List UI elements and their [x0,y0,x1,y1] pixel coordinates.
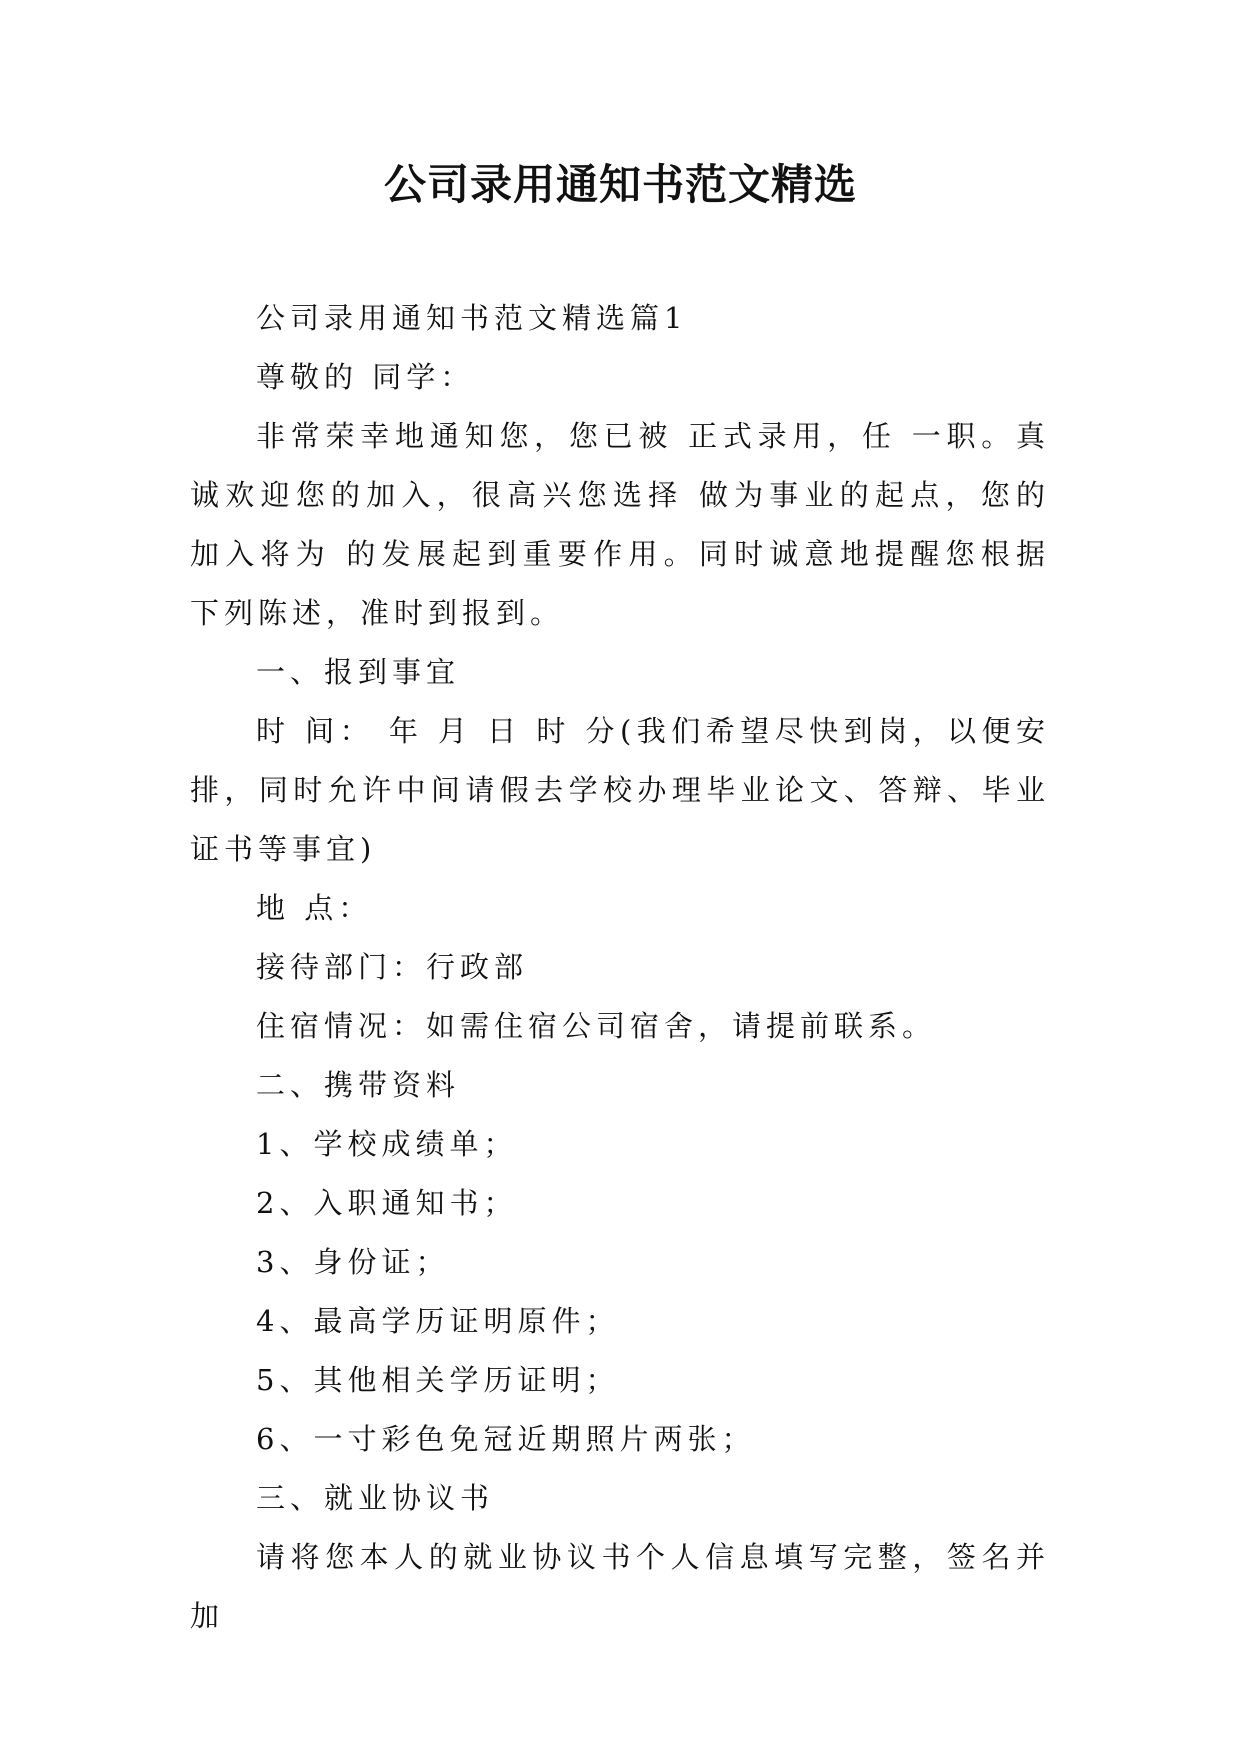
list-item: 5、其他相关学历证明； [256,1363,620,1397]
section-heading: 一、报到事宜 [256,655,461,689]
list-item: 6、一寸彩色免冠近期照片两张； [256,1422,756,1456]
list-item: 2、入职通知书； [256,1186,518,1220]
document-title: 公司录用通知书范文精选 [383,160,857,209]
section-heading: 三、就业协议书 [256,1481,495,1515]
body-paragraph: 时 间： 年 月 日 时 分(我们希望尽快到岗，以便安排，同时允许中间请假去学校办理毕业论文、答辩、毕业证书等事宜) [190,714,1050,866]
body-paragraph: 请将您本人的就业协议书个人信息填写完整，签名并加 [190,1540,1050,1633]
document-body [190,289,1050,1646]
section-heading: 二、携带资料 [256,1068,461,1102]
section-heading: 公司录用通知书范文精选篇1 [256,301,688,335]
body-paragraph: 住宿情况：如需住宿公司宿舍，请提前联系。 [256,1009,937,1043]
body-paragraph: 非常荣幸地通知您，您已被 正式录用，任 一职。真诚欢迎您的加入，很高兴您选择 做为事业的起点，您的加入将为 的发展起到重要作用。同时诚意地提醒您根据下列陈述，准时到报到。 [190,419,1050,630]
list-item: 4、最高学历证明原件； [256,1304,620,1338]
salutation: 尊敬的 同学： [256,360,475,394]
list-item: 3、身份证； [256,1245,450,1279]
list-item: 1、学校成绩单； [256,1127,518,1161]
body-paragraph: 接待部门：行政部 [256,950,529,984]
body-paragraph: 地 点： [256,891,373,925]
